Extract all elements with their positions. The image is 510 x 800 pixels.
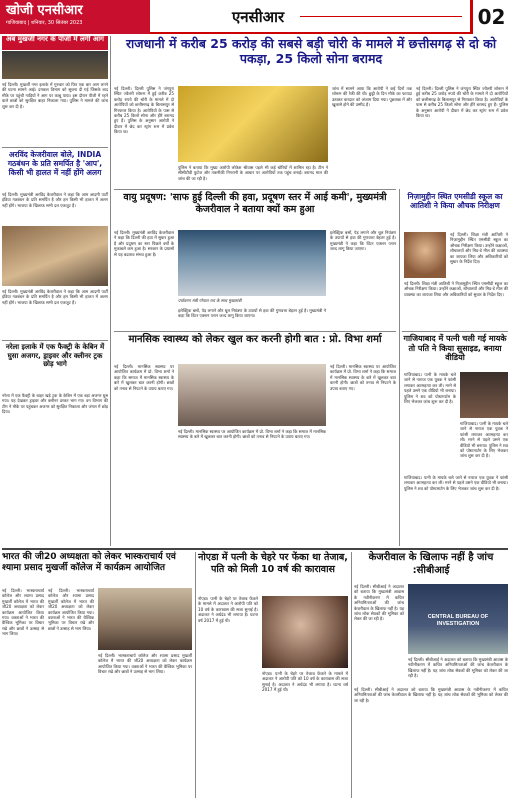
air-body-b: इलेक्ट्रिक बसों, पेड़ लगाने और धूल नियंत्रण के उपायों से हवा की गुणवत्ता बेहतर हुई है। मुख्यमंत्री ने कहा कि विंटर एक्शन प्लान जल्द लागू किया जाएगा। bbox=[178, 308, 328, 319]
kejriwal-left-body-cont: नई दिल्ली। मुख्यमंत्री अरविंद केजरीवाल ने कहा कि आम आदमी पार्टी इंडिया गठबंधन के प्रति समर्पित है और हम किसी भी हालत में अलग नहीं होंगे। भाजपा के खिलाफ सभी दल एकजुट हैं। bbox=[2, 289, 110, 305]
atishi-headline: निज़ामुद्दीन स्थित एमसीडी स्कूल का आतिशी ने किया औचक निरीक्षण bbox=[407, 192, 503, 211]
lead-body-c: जांच में सामने आया कि आरोपी ने कई दिनों तक शोरूम की रेकी की थी। छुट्टी के दिन मौके का फायदा उठाकर वारदात को अंजाम दिया गया। पूछताछ में और खुलासे होने की उम्मीद है। bbox=[332, 86, 414, 108]
atishi-body-a: नई दिल्ली। शिक्षा मंत्री आतिशी ने निज़ामुद्दीन स्थित एमसीडी स्कूल का औचक निरीक्षण किया। उन्होंने कक्षाओं, शौचालयों और मिड-डे मील की व्यवस्था का जायजा लिया और अधिकारियों को सुधार के निर्देश दिए। bbox=[450, 232, 510, 265]
dateline: गाजियाबाद | शनिवार, 30 सितंबर 2023 bbox=[6, 20, 83, 26]
ghaziabad-body-b: गाजियाबाद। पत्नी के मायके चले जाने से नाराज एक युवक ने फांसी लगाकर आत्महत्या कर ली। मरने से पहले उसने एक वीडियो भी बनाया। पुलिस ने शव को पोस्टमार्टम के लिए भेजकर जांच शुरू कर दी है। bbox=[460, 421, 510, 459]
divider bbox=[2, 340, 108, 341]
ghaziabad-body-a: गाजियाबाद। पत्नी के मायके चले जाने से नाराज एक युवक ने फांसी लगाकर आत्महत्या कर ली। मरने से पहले उसने एक वीडियो भी बनाया। पुलिस ने शव को पोस्टमार्टम के लिए भेजकर जांच शुरू कर दी है। bbox=[404, 372, 458, 405]
mental-headline: मानसिक स्वास्थ्य को लेकर खुल कर करनी होगी बात : प्रो. विभा शर्मा bbox=[128, 334, 382, 345]
column-rule bbox=[351, 552, 352, 798]
cbi-body-a: नई दिल्ली। सीबीआई ने अदालत को बताया कि मुख्यमंत्री आवास के नवीनीकरण में कथित अनियमितताओं की जांच केजरीवाल के खिलाफ नहीं है। यह जांच लोक सेवकों की भूमिका को लेकर की जा रही है। bbox=[354, 584, 406, 622]
brand-block bbox=[0, 0, 150, 34]
kejriwal-photo bbox=[2, 226, 108, 286]
left-top-headline: अब मुखर्जी नगर के पीजी में लगी आग bbox=[6, 35, 104, 43]
cbi-sign: CENTRAL BUREAU OF INVESTIGATION bbox=[427, 614, 489, 627]
left-top-body: नई दिल्ली। मुखर्जी नगर इलाके में गुरुवार को फिर एक बार आग लगने की घटना सामने आई। दमकल विभाग को सूचना दी गई जिसके बाद मौके पर पहुंची गाड़ियों ने आग पर काबू पाया। इस दौरान पीजी में रहने वाले छात्रों को सुरक्षित बाहर निकाला गया। पुलिस ने मामले की जांच शुरू कर दी है। bbox=[2, 82, 110, 109]
air-headline: वायु प्रदूषण: 'साफ हुई दिल्ली की हवा, प्रदूषण स्तर में आई कमी', मुख्यमंत्री केजरीवाल ने बताया क्यों कम हुआ bbox=[123, 192, 387, 215]
lead-body-c2: नई दिल्ली। दिल्ली पुलिस ने जंगपुरा स्थित ज्वैलरी शोरूम में हुई करीब 25 करोड़ रुपये की चोरी के मामले में दो आरोपियों को छत्तीसगढ़ के बिलासपुर से गिरफ्तार किया है। आरोपियों के पास से करीब 25 किलो सोना और हीरे बरामद हुए हैं। पुलिस के अनुसार आरोपी ने दीवार में छेद कर स्ट्रांग रूम में प्रवेश किया था। bbox=[416, 86, 510, 119]
cbi-headline: केजरीवाल के खिलाफ नहीं है जांच :सीबीआई bbox=[368, 552, 494, 576]
mental-body-b: नई दिल्ली। मानसिक स्वास्थ्य पर आयोजित कार्यक्रम में प्रो. विभा शर्मा ने कहा कि समाज में मानसिक स्वास्थ्य के बारे में खुलकर बात करनी होगी। छात्रों को तनाव से निपटने के उपाय बताए गए। bbox=[178, 429, 328, 440]
masthead bbox=[0, 0, 510, 34]
seminar-photo bbox=[98, 588, 192, 650]
air-body-c: इलेक्ट्रिक बसों, पेड़ लगाने और धूल नियंत्रण के उपायों से हवा की गुणवत्ता बेहतर हुई है। मुख्यमंत्री ने कहा कि विंटर एक्शन प्लान जल्द लागू किया जाएगा। bbox=[330, 230, 398, 252]
column-rule bbox=[110, 36, 111, 546]
college-headline: भारत की जी20 अध्यक्षता को लेकर भास्कराचार्य एवं श्यामा प्रसाद मुखर्जी कॉलेज में कार्यक्रम आयोजित bbox=[2, 552, 176, 573]
column-rule bbox=[195, 552, 196, 798]
divider bbox=[114, 189, 396, 190]
atishi-photo bbox=[404, 232, 446, 278]
noida-headline: नोएडा में पत्नी के चेहरे पर फेंका था तेजाब, पति को मिली 10 वर्ष की कारावास bbox=[198, 552, 348, 575]
truck-headline: नरेला इलाके में एक फैक्ट्री के केबिन में घुसा अजगर, ड्राइवर और क्लीनर ट्रक छोड़ भागे bbox=[5, 343, 105, 368]
kejriwal-left-headline: अरविंद केजरीवाल बोले, INDIA गठबंधन के प्रति समर्पित है 'आप', किसी भी हालत में नहीं होंगे अलग bbox=[7, 150, 103, 177]
victim-photo bbox=[460, 372, 508, 418]
college-body-b: नई दिल्ली। भास्कराचार्य कॉलेज और श्यामा प्रसाद मुखर्जी कॉलेज में भारत की जी20 अध्यक्षता को लेकर कार्यक्रम आयोजित किया गया। वक्ताओं ने भारत की वैश्विक भूमिका पर विचार रखे और छात्रों ने उत्साह से भाग लिया। bbox=[48, 588, 96, 631]
victim-face-photo bbox=[262, 596, 348, 668]
press-conference-photo bbox=[178, 230, 326, 296]
ghaziabad-body-c: गाजियाबाद। पत्नी के मायके चले जाने से नाराज एक युवक ने फांसी लगाकर आत्महत्या कर ली। मरने से पहले उसने एक वीडियो भी बनाया। पुलिस ने शव को पोस्टमार्टम के लिए भेजकर जांच शुरू कर दी है। bbox=[404, 475, 510, 491]
air-body-a: नई दिल्ली। मुख्यमंत्री अरविंद केजरीवाल ने कहा कि दिल्ली की हवा में सुधार हुआ है और प्रदूषण का स्तर पिछले वर्षों के मुकाबले कम हुआ है। सरकार के प्रयासों से यह बदलाव संभव हुआ है। bbox=[114, 230, 176, 257]
truck-body: नरेला में एक फैक्ट्री के बाहर खड़े ट्रक के केबिन में एक बड़ा अजगर घुस गया। यह देखकर ड्राइवर और क्लीनर डरकर भाग गए। वन विभाग की टीम ने मौके पर पहुंचकर अजगर को सुरक्षित निकाला और जंगल में छोड़ दिया। bbox=[2, 393, 110, 415]
mental-body-c: नई दिल्ली। मानसिक स्वास्थ्य पर आयोजित कार्यक्रम में प्रो. विभा शर्मा ने कहा कि समाज में मानसिक स्वास्थ्य के बारे में खुलकर बात करनी होगी। छात्रों को तनाव से निपटने के उपाय बताए गए। bbox=[330, 364, 398, 391]
cbi-body-b: नई दिल्ली। सीबीआई ने अदालत को बताया कि मुख्यमंत्री आवास के नवीनीकरण में कथित अनियमितताओं की जांच केजरीवाल के खिलाफ नहीं है। यह जांच लोक सेवकों की भूमिका को लेकर की जा रही है। bbox=[408, 657, 510, 679]
cbi-building-photo bbox=[408, 584, 508, 654]
section-title: एनसीआर bbox=[232, 8, 285, 26]
mental-body-a: नई दिल्ली। मानसिक स्वास्थ्य पर आयोजित कार्यक्रम में प्रो. विभा शर्मा ने कहा कि समाज में मानसिक स्वास्थ्य के बारे में खुलकर बात करनी होगी। छात्रों को तनाव से निपटने के उपाय बताए गए। bbox=[114, 364, 176, 391]
kejriwal-left-body: नई दिल्ली। मुख्यमंत्री अरविंद केजरीवाल ने कहा कि आम आदमी पार्टी इंडिया गठबंधन के प्रति समर्पित है और हम किसी भी हालत में अलग नहीं होंगे। भाजपा के खिलाफ सभी दल एकजुट हैं। bbox=[2, 192, 110, 208]
noida-body-b: नोएडा। पत्नी के चेहरे पर तेजाब फेंकने के मामले में अदालत ने आरोपी पति को 10 वर्ष के कारावास की सजा सुनाई है। अदालत ने अर्थदंड भी लगाया है। घटना वर्ष 2017 में हुई थी। bbox=[262, 671, 350, 693]
air-photo-caption: पर्यावरण मंत्री गोपाल राय के साथ मुख्यमंत्री bbox=[178, 298, 242, 303]
divider bbox=[402, 331, 508, 332]
column-rule bbox=[399, 189, 400, 546]
college-body-c: नई दिल्ली। भास्कराचार्य कॉलेज और श्यामा प्रसाद मुखर्जी कॉलेज में भारत की जी20 अध्यक्षता को लेकर कार्यक्रम आयोजित किया गया। वक्ताओं ने भारत की वैश्विक भूमिका पर विचार रखे और छात्रों ने उत्साह से भाग लिया। bbox=[98, 653, 194, 675]
brand-name: खोजी एनसीआर bbox=[6, 3, 83, 18]
divider bbox=[114, 331, 396, 332]
college-body-a: नई दिल्ली। भास्कराचार्य कॉलेज और श्यामा प्रसाद मुखर्जी कॉलेज में भारत की जी20 अध्यक्षता को लेकर कार्यक्रम आयोजित किया गया। वक्ताओं ने भारत की वैश्विक भूमिका पर विचार रखे और छात्रों ने उत्साह से भाग लिया। bbox=[2, 588, 46, 637]
group-photo bbox=[178, 364, 326, 426]
bottom-divider bbox=[2, 548, 508, 550]
noida-body-a: नोएडा। पत्नी के चेहरे पर तेजाब फेंकने के मामले में अदालत ने आरोपी पति को 10 वर्ष के कारावास की सजा सुनाई है। अदालत ने अर्थदंड भी लगाया है। घटना वर्ष 2017 में हुई थी। bbox=[198, 596, 260, 623]
lead-body-b: पुलिस ने बताया कि मुख्य आरोपी लोकेश श्रीवास पहले भी कई चोरियों में शामिल रहा है। टीम ने सीसीटीवी फुटेज और तकनीकी निगरानी के आधार पर आरोपियों तक पहुंच बनाई। बरामद माल की जांच की जा रही है। bbox=[178, 165, 330, 181]
masthead-rule bbox=[300, 16, 462, 17]
gold-photo bbox=[178, 86, 328, 162]
lead-body-a: नई दिल्ली। दिल्ली पुलिस ने जंगपुरा स्थित ज्वैलरी शोरूम में हुई करीब 25 करोड़ रुपये की चोरी के मामले में दो आरोपियों को छत्तीसगढ़ के बिलासपुर से गिरफ्तार किया है। आरोपियों के पास से करीब 25 किलो सोना और हीरे बरामद हुए हैं। पुलिस के अनुसार आरोपी ने दीवार में छेद कर स्ट्रांग रूम में प्रवेश किया था। bbox=[114, 86, 176, 135]
ghaziabad-headline: गाजियाबाद में पत्नी चली गई मायके तो पति ने किया सुसाइड, बनाया वीडियो bbox=[403, 334, 507, 362]
atishi-body-b: नई दिल्ली। शिक्षा मंत्री आतिशी ने निज़ामुद्दीन स्थित एमसीडी स्कूल का औचक निरीक्षण किया। उन्होंने कक्षाओं, शौचालयों और मिड-डे मील की व्यवस्था का जायजा लिया और अधिकारियों को सुधार के निर्देश दिए। bbox=[404, 281, 510, 297]
cbi-body-c: नई दिल्ली। सीबीआई ने अदालत को बताया कि मुख्यमंत्री आवास के नवीनीकरण में कथित अनियमितताओं की जांच केजरीवाल के खिलाफ नहीं है। यह जांच लोक सेवकों की भूमिका को लेकर की जा रही है। bbox=[354, 687, 510, 703]
fire-photo bbox=[2, 51, 108, 79]
lead-headline: राजधानी में करीब 25 करोड़ की सबसे बड़ी चोरी के मामले में छत्तीसगढ़ से दो को पकड़ा, 25 किलो सोना बरामद bbox=[125, 36, 497, 66]
divider bbox=[2, 147, 108, 148]
page-number: 02 bbox=[470, 0, 510, 34]
